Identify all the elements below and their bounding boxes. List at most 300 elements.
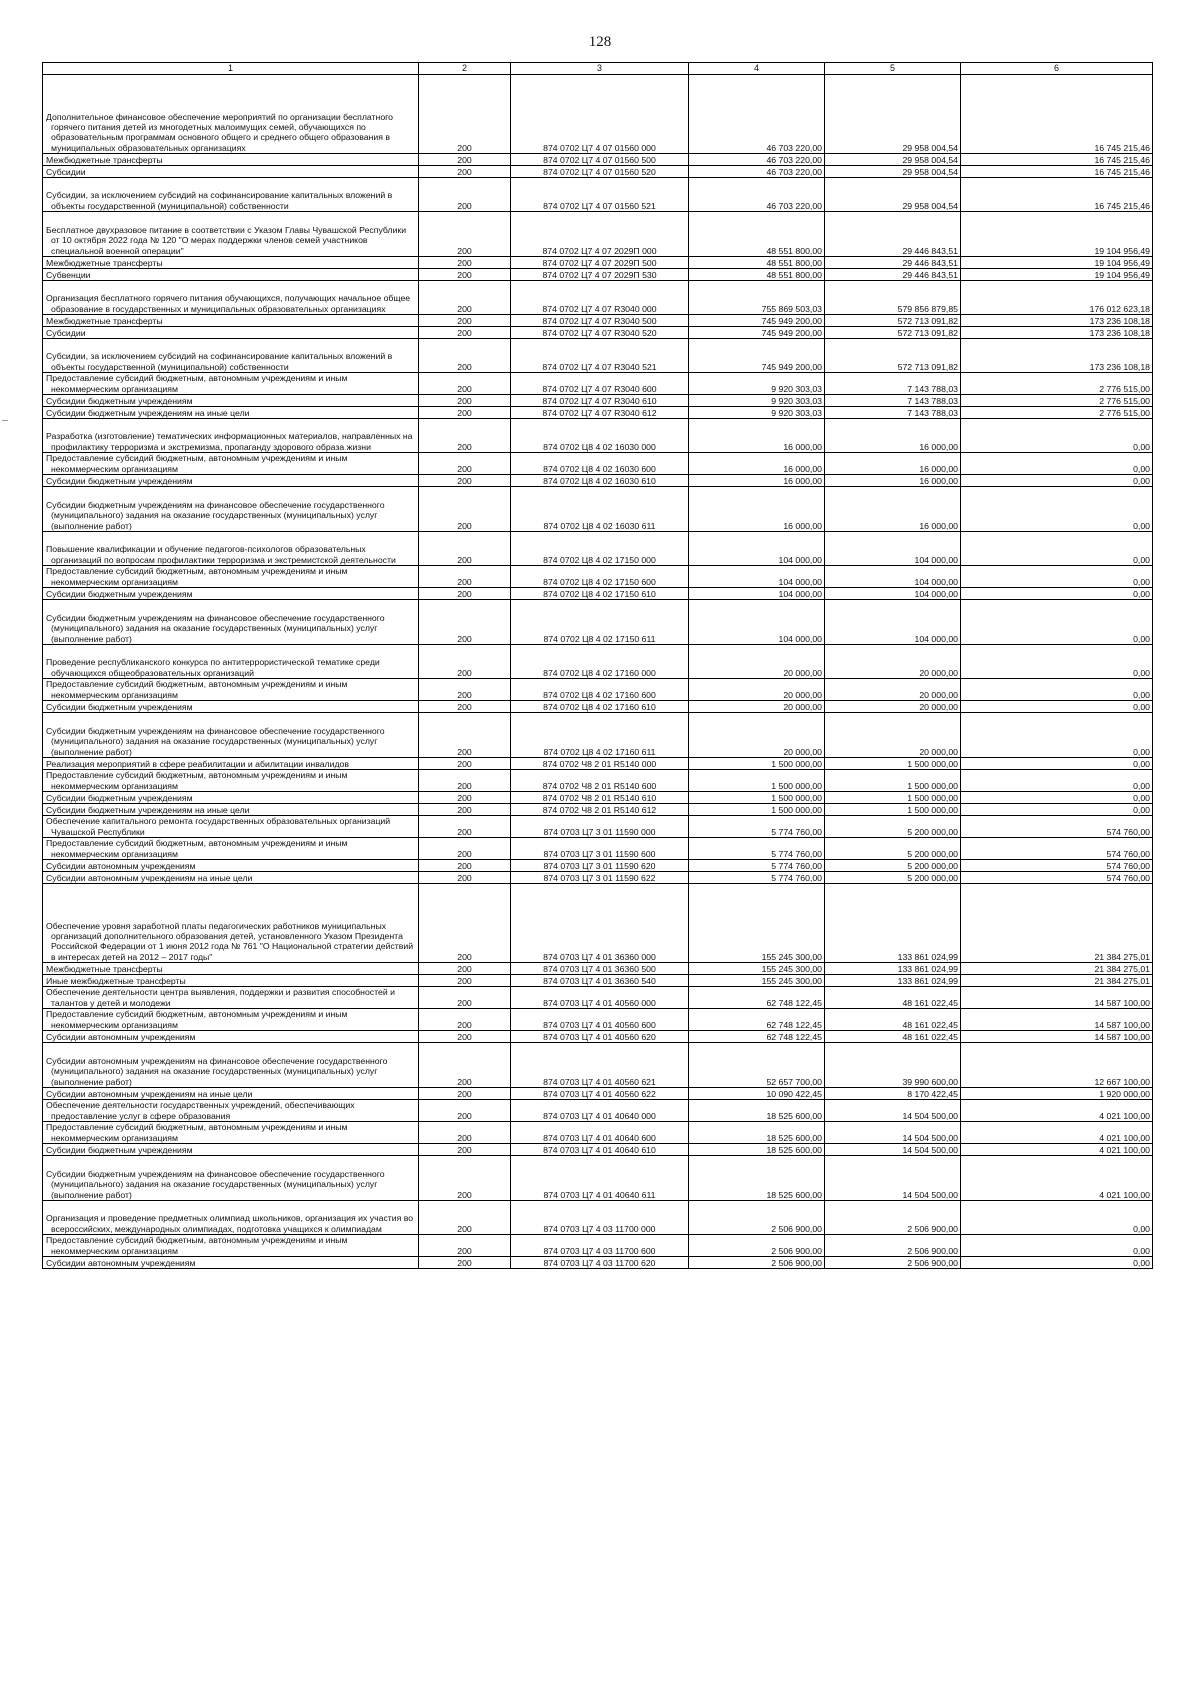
table-row [43, 269, 1153, 281]
row-kbk-cell: 874 0703 Ц7 4 01 40560 620 [511, 1031, 689, 1043]
table-row [43, 315, 1153, 327]
row-value-4-cell: 1 500 000,00 [689, 758, 825, 770]
row-value-4-cell: 9 920 303,03 [689, 395, 825, 407]
row-kbk-cell: 874 0702 Ц7 4 07 R3040 000 [511, 281, 689, 315]
row-name-cell: Бесплатное двухразовое питание в соответствии с Указом Главы Чувашской Республики от 10 октября 2022 года № 120 "О мерах поддержки членов семей участников специальной военной операции" [43, 212, 419, 257]
row-code-cell: 200 [419, 269, 511, 281]
row-kbk-cell: 874 0702 Ч8 2 01 R5140 600 [511, 770, 689, 792]
row-kbk-cell: 874 0702 Ч8 2 01 R5140 612 [511, 804, 689, 816]
row-code-cell: 200 [419, 701, 511, 713]
row-value-5-cell: 48 161 022,45 [825, 987, 961, 1009]
table-row [43, 770, 1153, 792]
row-value-4-cell: 104 000,00 [689, 532, 825, 566]
row-code-cell: 200 [419, 860, 511, 872]
row-value-5-cell: 7 143 788,03 [825, 395, 961, 407]
table-row [43, 588, 1153, 600]
row-value-6-cell: 12 667 100,00 [961, 1043, 1153, 1088]
row-value-5-cell: 104 000,00 [825, 588, 961, 600]
row-kbk-cell: 874 0702 Ц7 4 07 2029П 530 [511, 269, 689, 281]
table-row [43, 804, 1153, 816]
row-value-4-cell: 755 869 503,03 [689, 281, 825, 315]
row-name-cell: Субсидии [43, 166, 419, 178]
row-value-5-cell: 16 000,00 [825, 419, 961, 453]
row-value-5-cell: 48 161 022,45 [825, 1009, 961, 1031]
row-code-cell: 200 [419, 1088, 511, 1100]
row-value-4-cell: 745 949 200,00 [689, 315, 825, 327]
row-value-4-cell: 1 500 000,00 [689, 770, 825, 792]
row-kbk-cell: 874 0702 Ц8 4 02 17160 610 [511, 701, 689, 713]
row-value-5-cell: 39 990 600,00 [825, 1043, 961, 1088]
table-row [43, 1122, 1153, 1144]
row-value-6-cell: 2 776 515,00 [961, 407, 1153, 419]
row-name-cell: Предоставление субсидий бюджетным, автономным учреждениям и иным некоммерческим организациям [43, 1235, 419, 1257]
row-name-cell: Субсидии бюджетным учреждениям [43, 475, 419, 487]
table-row [43, 713, 1153, 758]
row-name-cell: Межбюджетные трансферты [43, 963, 419, 975]
row-value-5-cell: 8 170 422,45 [825, 1088, 961, 1100]
row-value-6-cell: 4 021 100,00 [961, 1122, 1153, 1144]
row-code-cell: 200 [419, 804, 511, 816]
row-value-5-cell: 133 861 024,99 [825, 884, 961, 963]
row-code-cell: 200 [419, 487, 511, 532]
row-value-4-cell: 20 000,00 [689, 701, 825, 713]
column-header: 6 [961, 63, 1153, 75]
budget-table [42, 62, 1153, 1269]
row-name-cell: Организация и проведение предметных олимпиад школьников, организация их участия во всероссийских, международных олимпиадах, подготовка учащихся к олимпиадам [43, 1201, 419, 1235]
row-name-cell: Субсидии бюджетным учреждениям [43, 792, 419, 804]
row-code-cell: 200 [419, 1100, 511, 1122]
row-value-5-cell: 104 000,00 [825, 566, 961, 588]
row-value-6-cell: 0,00 [961, 1201, 1153, 1235]
row-name-cell: Иные межбюджетные трансферты [43, 975, 419, 987]
row-value-4-cell: 104 000,00 [689, 588, 825, 600]
row-kbk-cell: 874 0703 Ц7 4 03 11700 620 [511, 1257, 689, 1269]
table-row [43, 1235, 1153, 1257]
row-code-cell: 200 [419, 373, 511, 395]
row-value-4-cell: 9 920 303,03 [689, 373, 825, 395]
table-row [43, 1031, 1153, 1043]
row-kbk-cell: 874 0703 Ц7 4 01 36360 500 [511, 963, 689, 975]
row-name-cell: Предоставление субсидий бюджетным, автономным учреждениям и иным некоммерческим организациям [43, 679, 419, 701]
row-code-cell: 200 [419, 600, 511, 645]
row-value-5-cell: 16 000,00 [825, 487, 961, 532]
row-value-4-cell: 2 506 900,00 [689, 1257, 825, 1269]
row-value-5-cell: 104 000,00 [825, 600, 961, 645]
row-value-4-cell: 62 748 122,45 [689, 1031, 825, 1043]
row-value-6-cell: 574 760,00 [961, 872, 1153, 884]
row-value-6-cell: 574 760,00 [961, 860, 1153, 872]
row-name-cell: Обеспечение деятельности центра выявления, поддержки и развития способностей и талантов у детей и молодежи [43, 987, 419, 1009]
row-value-6-cell: 0,00 [961, 713, 1153, 758]
row-value-4-cell: 5 774 760,00 [689, 872, 825, 884]
row-code-cell: 200 [419, 257, 511, 269]
row-name-cell: Повышение квалификации и обучение педагогов-психологов образовательных организаций по вопросам профилактики терроризма и экстремистской деятельности [43, 532, 419, 566]
row-value-5-cell: 2 506 900,00 [825, 1257, 961, 1269]
row-value-6-cell: 173 236 108,18 [961, 339, 1153, 373]
row-kbk-cell: 874 0702 Ц7 4 07 2029П 000 [511, 212, 689, 257]
row-value-4-cell: 1 500 000,00 [689, 792, 825, 804]
table-row [43, 257, 1153, 269]
row-name-cell: Обеспечение капитального ремонта государственных образовательных организаций Чувашской Республики [43, 816, 419, 838]
row-code-cell: 200 [419, 1156, 511, 1201]
row-code-cell: 200 [419, 884, 511, 963]
row-name-cell: Субсидии бюджетным учреждениям на финансовое обеспечение государственного (муниципального) задания на оказание государственных (муниципальных) услуг (выполнение работ) [43, 600, 419, 645]
row-name-cell: Субсидии, за исключением субсидий на софинансирование капитальных вложений в объекты государственной (муниципальной) собственности [43, 178, 419, 212]
row-value-4-cell: 48 551 800,00 [689, 269, 825, 281]
row-value-6-cell: 16 745 215,46 [961, 75, 1153, 154]
row-value-6-cell: 2 776 515,00 [961, 395, 1153, 407]
table-row [43, 166, 1153, 178]
row-code-cell: 200 [419, 1122, 511, 1144]
table-row [43, 884, 1153, 963]
row-name-cell: Субсидии, за исключением субсидий на софинансирование капитальных вложений в объекты государственной (муниципальной) собственности [43, 339, 419, 373]
table-row [43, 532, 1153, 566]
row-kbk-cell: 874 0703 Ц7 4 01 36360 540 [511, 975, 689, 987]
row-code-cell: 200 [419, 407, 511, 419]
row-code-cell: 200 [419, 1235, 511, 1257]
row-name-cell: Субсидии автономным учреждениям на иные цели [43, 872, 419, 884]
row-value-6-cell: 0,00 [961, 804, 1153, 816]
row-value-6-cell: 14 587 100,00 [961, 987, 1153, 1009]
row-value-4-cell: 16 000,00 [689, 453, 825, 475]
row-value-6-cell: 14 587 100,00 [961, 1031, 1153, 1043]
row-value-6-cell: 19 104 956,49 [961, 257, 1153, 269]
row-code-cell: 200 [419, 1043, 511, 1088]
row-code-cell: 200 [419, 166, 511, 178]
row-value-6-cell: 21 384 275,01 [961, 884, 1153, 963]
table-row [43, 1043, 1153, 1088]
row-name-cell: Предоставление субсидий бюджетным, автономным учреждениям и иным некоммерческим организациям [43, 770, 419, 792]
row-name-cell: Предоставление субсидий бюджетным, автономным учреждениям и иным некоммерческим организациям [43, 373, 419, 395]
row-value-6-cell: 574 760,00 [961, 816, 1153, 838]
row-kbk-cell: 874 0702 Ч8 2 01 R5140 610 [511, 792, 689, 804]
row-kbk-cell: 874 0702 Ц8 4 02 16030 610 [511, 475, 689, 487]
row-kbk-cell: 874 0702 Ц8 4 02 17150 610 [511, 588, 689, 600]
row-value-5-cell: 16 000,00 [825, 453, 961, 475]
table-row [43, 645, 1153, 679]
row-value-5-cell: 48 161 022,45 [825, 1031, 961, 1043]
row-name-cell: Обеспечение уровня заработной платы педагогических работников муниципальных организаций дополнительного образования детей, установленного Указом Президента Российской Федерации от 1 июня 2012 года № 761 "О Национальной стратегии действий в интересах детей на 2012 – 2017 годы" [43, 884, 419, 963]
row-value-5-cell: 20 000,00 [825, 645, 961, 679]
table-row [43, 327, 1153, 339]
row-code-cell: 200 [419, 566, 511, 588]
row-code-cell: 200 [419, 1257, 511, 1269]
table-row [43, 838, 1153, 860]
table-row [43, 1088, 1153, 1100]
table-row [43, 758, 1153, 770]
row-value-6-cell: 173 236 108,18 [961, 327, 1153, 339]
row-value-6-cell: 0,00 [961, 588, 1153, 600]
row-value-5-cell: 1 500 000,00 [825, 770, 961, 792]
row-name-cell: Субсидии автономным учреждениям на финансовое обеспечение государственного (муниципального) задания на оказание государственных (муниципальных) услуг (выполнение работ) [43, 1043, 419, 1088]
row-value-4-cell: 18 525 600,00 [689, 1100, 825, 1122]
row-kbk-cell: 874 0703 Ц7 3 01 11590 000 [511, 816, 689, 838]
table-row [43, 566, 1153, 588]
row-value-5-cell: 7 143 788,03 [825, 407, 961, 419]
row-kbk-cell: 874 0702 Ц7 4 07 R3040 500 [511, 315, 689, 327]
row-value-5-cell: 29 446 843,51 [825, 212, 961, 257]
row-code-cell: 200 [419, 532, 511, 566]
table-row [43, 1257, 1153, 1269]
row-code-cell: 200 [419, 816, 511, 838]
row-name-cell: Субсидии бюджетным учреждениям на иные цели [43, 407, 419, 419]
row-value-6-cell: 14 587 100,00 [961, 1009, 1153, 1031]
row-code-cell: 200 [419, 1144, 511, 1156]
row-value-5-cell: 572 713 091,82 [825, 315, 961, 327]
row-kbk-cell: 874 0703 Ц7 4 01 40640 600 [511, 1122, 689, 1144]
row-kbk-cell: 874 0702 Ц7 4 07 R3040 610 [511, 395, 689, 407]
row-value-6-cell: 176 012 623,18 [961, 281, 1153, 315]
row-value-4-cell: 20 000,00 [689, 645, 825, 679]
row-value-5-cell: 2 506 900,00 [825, 1201, 961, 1235]
row-value-4-cell: 16 000,00 [689, 475, 825, 487]
table-row [43, 792, 1153, 804]
row-value-6-cell: 0,00 [961, 419, 1153, 453]
row-kbk-cell: 874 0703 Ц7 4 03 11700 000 [511, 1201, 689, 1235]
row-value-6-cell: 0,00 [961, 701, 1153, 713]
row-kbk-cell: 874 0702 Ц8 4 02 16030 600 [511, 453, 689, 475]
row-value-5-cell: 14 504 500,00 [825, 1144, 961, 1156]
row-value-5-cell: 1 500 000,00 [825, 758, 961, 770]
row-value-5-cell: 29 958 004,54 [825, 75, 961, 154]
table-row [43, 373, 1153, 395]
row-value-6-cell: 0,00 [961, 679, 1153, 701]
row-kbk-cell: 874 0703 Ц7 3 01 11590 622 [511, 872, 689, 884]
row-value-4-cell: 2 506 900,00 [689, 1235, 825, 1257]
row-value-5-cell: 5 200 000,00 [825, 816, 961, 838]
row-value-5-cell: 14 504 500,00 [825, 1156, 961, 1201]
table-row [43, 1156, 1153, 1201]
row-value-5-cell: 29 958 004,54 [825, 178, 961, 212]
row-kbk-cell: 874 0703 Ц7 3 01 11590 600 [511, 838, 689, 860]
row-value-5-cell: 29 958 004,54 [825, 154, 961, 166]
row-code-cell: 200 [419, 281, 511, 315]
row-name-cell: Дополнительное финансовое обеспечение мероприятий по организации бесплатного горячего питания детей из многодетных малоимущих семей, обучающихся по образовательным программам основного общего и среднего общего образования в муниципальных образовательных организациях [43, 75, 419, 154]
row-name-cell: Субсидии бюджетным учреждениям [43, 701, 419, 713]
row-value-6-cell: 0,00 [961, 1235, 1153, 1257]
row-value-4-cell: 48 551 800,00 [689, 257, 825, 269]
row-value-5-cell: 579 856 879,85 [825, 281, 961, 315]
row-kbk-cell: 874 0702 Ц7 4 07 R3040 520 [511, 327, 689, 339]
table-row [43, 75, 1153, 154]
row-value-5-cell: 5 200 000,00 [825, 860, 961, 872]
table-row [43, 872, 1153, 884]
row-value-6-cell: 0,00 [961, 475, 1153, 487]
row-value-6-cell: 1 920 000,00 [961, 1088, 1153, 1100]
row-code-cell: 200 [419, 645, 511, 679]
row-value-4-cell: 20 000,00 [689, 679, 825, 701]
row-code-cell: 200 [419, 212, 511, 257]
row-value-4-cell: 18 525 600,00 [689, 1156, 825, 1201]
row-kbk-cell: 874 0702 Ц8 4 02 16030 000 [511, 419, 689, 453]
row-value-4-cell: 155 245 300,00 [689, 963, 825, 975]
table-row [43, 395, 1153, 407]
table-row [43, 816, 1153, 838]
row-kbk-cell: 874 0702 Ц8 4 02 17150 611 [511, 600, 689, 645]
table-row [43, 701, 1153, 713]
row-value-6-cell: 0,00 [961, 645, 1153, 679]
table-row [43, 339, 1153, 373]
row-name-cell: Межбюджетные трансферты [43, 154, 419, 166]
row-value-5-cell: 20 000,00 [825, 679, 961, 701]
row-value-6-cell: 16 745 215,46 [961, 166, 1153, 178]
row-value-5-cell: 29 958 004,54 [825, 166, 961, 178]
row-value-6-cell: 0,00 [961, 792, 1153, 804]
row-value-4-cell: 52 657 700,00 [689, 1043, 825, 1088]
row-value-6-cell: 2 776 515,00 [961, 373, 1153, 395]
row-kbk-cell: 874 0702 Ц7 4 07 R3040 612 [511, 407, 689, 419]
table-row [43, 178, 1153, 212]
row-value-5-cell: 29 446 843,51 [825, 257, 961, 269]
row-value-6-cell: 0,00 [961, 600, 1153, 645]
row-value-6-cell: 4 021 100,00 [961, 1144, 1153, 1156]
row-name-cell: Разработка (изготовление) тематических информационных материалов, направленных на профилактику терроризма и экстремизма, пропаганду здорового образа жизни [43, 419, 419, 453]
row-code-cell: 200 [419, 395, 511, 407]
row-kbk-cell: 874 0702 Ц8 4 02 17160 600 [511, 679, 689, 701]
row-value-6-cell: 0,00 [961, 566, 1153, 588]
row-value-6-cell: 4 021 100,00 [961, 1156, 1153, 1201]
row-value-4-cell: 18 525 600,00 [689, 1122, 825, 1144]
row-value-6-cell: 0,00 [961, 453, 1153, 475]
row-value-6-cell: 16 745 215,46 [961, 154, 1153, 166]
row-name-cell: Субсидии бюджетным учреждениям на финансовое обеспечение государственного (муниципального) задания на оказание государственных (муниципальных) услуг (выполнение работ) [43, 1156, 419, 1201]
table-row [43, 679, 1153, 701]
row-code-cell: 200 [419, 758, 511, 770]
row-value-5-cell: 1 500 000,00 [825, 792, 961, 804]
row-value-6-cell: 19 104 956,49 [961, 269, 1153, 281]
row-code-cell: 200 [419, 713, 511, 758]
row-value-4-cell: 62 748 122,45 [689, 1009, 825, 1031]
row-kbk-cell: 874 0702 Ц7 4 07 01560 500 [511, 154, 689, 166]
row-code-cell: 200 [419, 792, 511, 804]
row-value-6-cell: 0,00 [961, 487, 1153, 532]
row-value-5-cell: 1 500 000,00 [825, 804, 961, 816]
row-code-cell: 200 [419, 588, 511, 600]
row-name-cell: Реализация мероприятий в сфере реабилитации и абилитации инвалидов [43, 758, 419, 770]
row-name-cell: Предоставление субсидий бюджетным, автономным учреждениям и иным некоммерческим организациям [43, 566, 419, 588]
row-value-5-cell: 5 200 000,00 [825, 838, 961, 860]
row-value-4-cell: 62 748 122,45 [689, 987, 825, 1009]
row-code-cell: 200 [419, 679, 511, 701]
table-row [43, 1100, 1153, 1122]
row-value-5-cell: 104 000,00 [825, 532, 961, 566]
row-value-6-cell: 21 384 275,01 [961, 975, 1153, 987]
row-kbk-cell: 874 0702 Ц7 4 07 2029П 500 [511, 257, 689, 269]
row-value-4-cell: 104 000,00 [689, 566, 825, 588]
row-kbk-cell: 874 0702 Ц8 4 02 17150 600 [511, 566, 689, 588]
row-value-4-cell: 46 703 220,00 [689, 178, 825, 212]
row-kbk-cell: 874 0702 Ц7 4 07 01560 520 [511, 166, 689, 178]
row-kbk-cell: 874 0702 Ц8 4 02 17160 000 [511, 645, 689, 679]
row-code-cell: 200 [419, 838, 511, 860]
row-value-4-cell: 46 703 220,00 [689, 154, 825, 166]
row-code-cell: 200 [419, 453, 511, 475]
row-value-4-cell: 745 949 200,00 [689, 339, 825, 373]
row-value-4-cell: 20 000,00 [689, 713, 825, 758]
table-row [43, 963, 1153, 975]
row-value-4-cell: 16 000,00 [689, 419, 825, 453]
row-code-cell: 200 [419, 419, 511, 453]
row-name-cell: Субсидии автономным учреждениям [43, 860, 419, 872]
table-row [43, 1009, 1153, 1031]
row-value-5-cell: 572 713 091,82 [825, 327, 961, 339]
row-value-4-cell: 46 703 220,00 [689, 166, 825, 178]
row-value-5-cell: 16 000,00 [825, 475, 961, 487]
table-row [43, 987, 1153, 1009]
row-code-cell: 200 [419, 770, 511, 792]
row-code-cell: 200 [419, 339, 511, 373]
row-value-5-cell: 7 143 788,03 [825, 373, 961, 395]
table-row [43, 281, 1153, 315]
row-value-4-cell: 104 000,00 [689, 600, 825, 645]
row-code-cell: 200 [419, 1009, 511, 1031]
table-row [43, 1201, 1153, 1235]
row-value-4-cell: 5 774 760,00 [689, 838, 825, 860]
row-value-4-cell: 155 245 300,00 [689, 975, 825, 987]
row-name-cell: Субсидии автономным учреждениям [43, 1031, 419, 1043]
row-kbk-cell: 874 0702 Ц8 4 02 17160 611 [511, 713, 689, 758]
table-row [43, 975, 1153, 987]
row-name-cell: Предоставление субсидий бюджетным, автономным учреждениям и иным некоммерческим организациям [43, 1009, 419, 1031]
table-row [43, 212, 1153, 257]
row-code-cell: 200 [419, 475, 511, 487]
row-name-cell: Субсидии автономным учреждениям на иные цели [43, 1088, 419, 1100]
row-kbk-cell: 874 0703 Ц7 4 01 36360 000 [511, 884, 689, 963]
row-value-4-cell: 5 774 760,00 [689, 816, 825, 838]
row-value-6-cell: 173 236 108,18 [961, 315, 1153, 327]
row-value-5-cell: 14 504 500,00 [825, 1122, 961, 1144]
column-header: 1 [43, 63, 419, 75]
row-kbk-cell: 874 0703 Ц7 4 01 40560 621 [511, 1043, 689, 1088]
table-row [43, 407, 1153, 419]
row-value-5-cell: 2 506 900,00 [825, 1235, 961, 1257]
row-value-4-cell: 745 949 200,00 [689, 327, 825, 339]
table-row [43, 453, 1153, 475]
row-code-cell: 200 [419, 1201, 511, 1235]
budget-table-sheet [42, 62, 1152, 1269]
row-code-cell: 200 [419, 75, 511, 154]
row-kbk-cell: 874 0703 Ц7 4 01 40560 600 [511, 1009, 689, 1031]
column-number-row [43, 63, 1153, 75]
row-kbk-cell: 874 0703 Ц7 4 01 40560 622 [511, 1088, 689, 1100]
row-value-6-cell: 21 384 275,01 [961, 963, 1153, 975]
row-value-5-cell: 5 200 000,00 [825, 872, 961, 884]
row-kbk-cell: 874 0703 Ц7 3 01 11590 620 [511, 860, 689, 872]
row-code-cell: 200 [419, 327, 511, 339]
row-kbk-cell: 874 0703 Ц7 4 01 40560 000 [511, 987, 689, 1009]
row-name-cell: Предоставление субсидий бюджетным, автономным учреждениям и иным некоммерческим организациям [43, 838, 419, 860]
table-row [43, 475, 1153, 487]
row-value-4-cell: 46 703 220,00 [689, 75, 825, 154]
column-header: 2 [419, 63, 511, 75]
row-name-cell: Субсидии автономным учреждениям [43, 1257, 419, 1269]
row-value-5-cell: 20 000,00 [825, 713, 961, 758]
row-value-5-cell: 20 000,00 [825, 701, 961, 713]
row-name-cell: Субсидии бюджетным учреждениям [43, 1144, 419, 1156]
row-value-6-cell: 0,00 [961, 1257, 1153, 1269]
row-code-cell: 200 [419, 1031, 511, 1043]
row-value-4-cell: 18 525 600,00 [689, 1144, 825, 1156]
row-value-5-cell: 29 446 843,51 [825, 269, 961, 281]
row-name-cell: Субсидии бюджетным учреждениям на финансовое обеспечение государственного (муниципального) задания на оказание государственных (муниципальных) услуг (выполнение работ) [43, 487, 419, 532]
row-name-cell: Межбюджетные трансферты [43, 315, 419, 327]
row-code-cell: 200 [419, 178, 511, 212]
row-name-cell: Субсидии бюджетным учреждениям [43, 395, 419, 407]
row-name-cell: Субсидии бюджетным учреждениям [43, 588, 419, 600]
row-kbk-cell: 874 0703 Ц7 4 01 40640 610 [511, 1144, 689, 1156]
row-value-4-cell: 5 774 760,00 [689, 860, 825, 872]
table-row [43, 600, 1153, 645]
